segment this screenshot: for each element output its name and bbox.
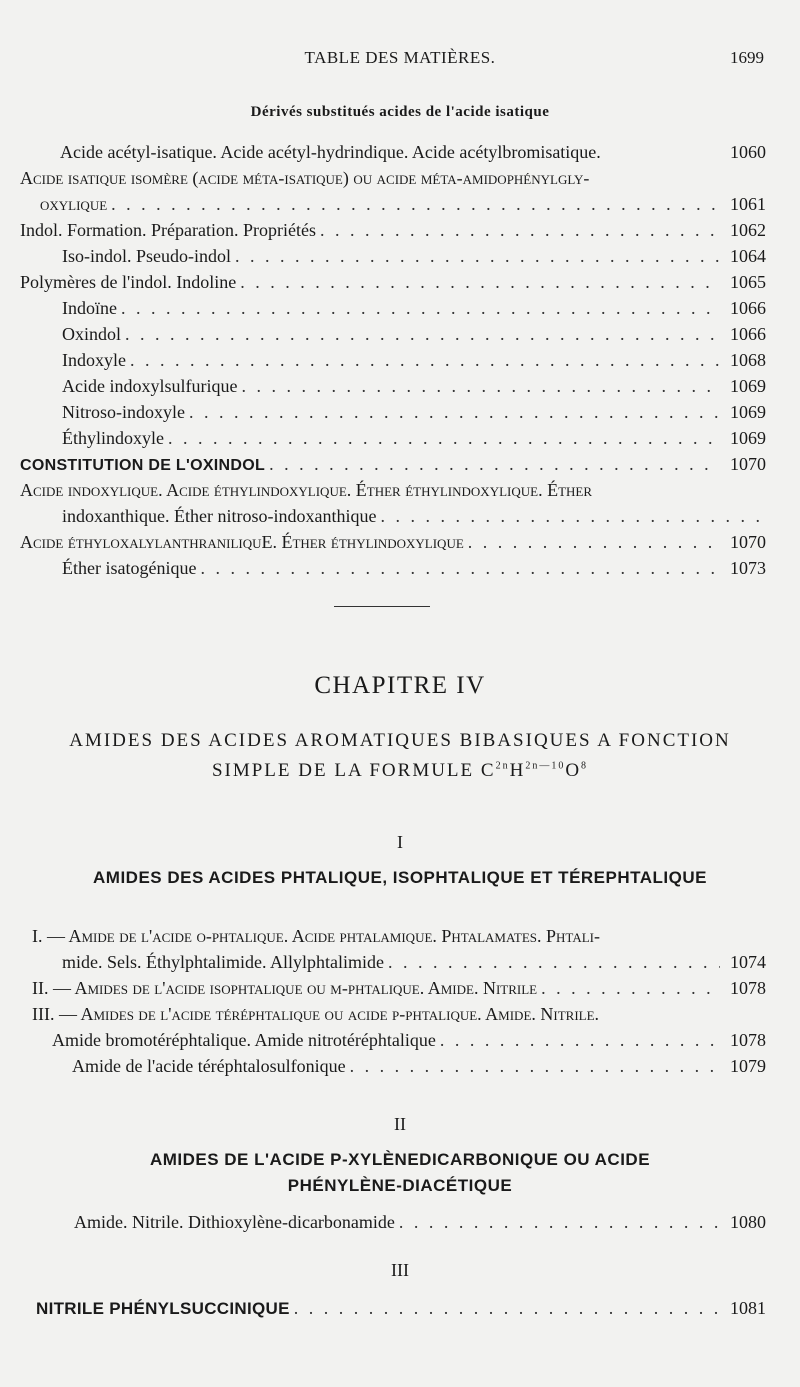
- toc-entry-page: 1066: [730, 298, 766, 318]
- toc-entry: [52, 1030, 766, 1054]
- toc-entry: [62, 246, 766, 270]
- header-title: TABLE DES MATIÈRES.: [304, 48, 496, 67]
- toc-entry-text: Polymères de l'indol. Indoline: [20, 272, 237, 292]
- toc-entry-text: Acide indoxylsulfurique: [62, 376, 238, 396]
- running-header: [0, 48, 800, 74]
- toc-entry-page: 1080: [730, 1212, 766, 1232]
- toc-entry-text: Oxindol: [62, 324, 122, 344]
- toc-entry-text: Acide acétyl-isatique. Acide acétyl-hydrindique. Acide acétylbromisatique.: [60, 142, 601, 162]
- toc-entry-text: Acide indoxylique. Acide éthylindoxylique. Éther éthylindoxylique. Éther: [20, 480, 593, 500]
- toc-entry: [62, 298, 766, 322]
- toc-entry: [20, 480, 766, 504]
- toc-entry-text: II. — Amides de l'acide isophtalique ou m-phtalique. Amide. Nitrile: [32, 978, 538, 998]
- toc-entry-text: Éther isatogénique: [62, 558, 197, 578]
- divider-rule: [334, 606, 430, 607]
- chapter-subtitle-line2: [0, 760, 800, 782]
- page-number: 1699: [730, 48, 764, 67]
- toc-entry: [62, 350, 766, 374]
- toc-entry-page: 1060: [730, 142, 766, 162]
- formula-sup: 8: [581, 760, 589, 772]
- toc-entry: [62, 428, 766, 452]
- toc-entry: [72, 1056, 766, 1080]
- toc-entry-page: 1069: [730, 402, 766, 422]
- chapter-title: CHAPITRE IV: [314, 672, 486, 699]
- toc-entry-page: 1066: [730, 324, 766, 344]
- toc-entry-page: 1073: [730, 558, 766, 578]
- part-numeral: II: [394, 1114, 406, 1134]
- formula-text: H: [509, 760, 526, 781]
- toc-entry: [40, 194, 766, 218]
- toc-entry: [20, 220, 766, 244]
- formula-text: O: [565, 760, 582, 781]
- toc-entry: [62, 402, 766, 426]
- toc-entry-text: Nitroso-indoxyle: [62, 402, 185, 422]
- toc-entry-text: mide. Sels. Éthylphtalimide. Allylphtalimide: [62, 952, 384, 972]
- part-numeral: III: [391, 1260, 409, 1280]
- toc-entry-text: Acide isatique isomère (acide méta-isatique) ou acide méta-amidophénylgly-: [20, 168, 590, 188]
- toc-entry-page: 1065: [730, 272, 766, 292]
- toc-entry-text: Indoxyle: [62, 350, 126, 370]
- toc-entry-text: oxylique: [40, 194, 108, 214]
- toc-entry: [62, 952, 766, 976]
- toc-entry-text: Amide bromotéréphtalique. Amide nitrotéréphtalique: [52, 1030, 436, 1050]
- toc-entry-page: 1064: [730, 246, 766, 266]
- part-numeral: I: [397, 832, 403, 852]
- toc-entry-page: 1069: [730, 428, 766, 448]
- toc-entry-text: III. — Amides de l'acide téréphtalique ou acide p-phtalique. Amide. Nitrile.: [32, 1004, 600, 1024]
- toc-entry-page: 1070: [730, 532, 766, 552]
- toc-entry-page: 1068: [730, 350, 766, 370]
- toc-entry: [20, 532, 766, 556]
- toc-entry-page: 1079: [730, 1056, 766, 1076]
- chapter-subtitle-line1: AMIDES DES ACIDES AROMATIQUES BIBASIQUES A FONCTION: [69, 730, 731, 751]
- toc-entry: [62, 558, 766, 582]
- toc-entry: [62, 324, 766, 348]
- toc-entry: [36, 1298, 766, 1322]
- toc-entry-page: 1081: [730, 1298, 766, 1318]
- toc-entry: [32, 1004, 766, 1028]
- toc-entry-text: Amide. Nitrile. Dithioxylène-dicarbonamide: [74, 1212, 395, 1232]
- toc-entry-page: 1061: [730, 194, 766, 214]
- part-heading: AMIDES DES ACIDES PHTALIQUE, ISOPHTALIQUE ET TÉREPHTALIQUE: [93, 868, 707, 887]
- formula-sup: 2n: [495, 760, 510, 772]
- toc-entry-page: 1062: [730, 220, 766, 240]
- formula-sup: 2n—10: [525, 760, 566, 772]
- formula-text: SIMPLE DE LA FORMULE C: [211, 760, 496, 781]
- toc-entry: [62, 506, 766, 530]
- section-heading: Dérivés substitués acides de l'acide isatique: [250, 104, 550, 120]
- toc-entry-text: Indoïne: [62, 298, 117, 318]
- toc-entry: [32, 978, 766, 1002]
- toc-entry: [20, 454, 766, 478]
- toc-entry: [20, 272, 766, 296]
- toc-entry-text: indoxanthique. Éther nitroso-indoxanthique: [62, 506, 377, 526]
- toc-entry-text: I. — Amide de l'acide o-phtalique. Acide phtalamique. Phtalamates. Phtali-: [32, 926, 600, 946]
- toc-entry-text: NITRILE PHÉNYLSUCCINIQUE: [36, 1299, 290, 1318]
- part-heading: PHÉNYLÈNE-DIACÉTIQUE: [287, 1176, 513, 1195]
- toc-entry-page: 1069: [730, 376, 766, 396]
- toc-entry: [74, 1212, 766, 1236]
- toc-entry-text: Iso-indol. Pseudo-indol: [62, 246, 231, 266]
- toc-entry-page: 1074: [730, 952, 766, 972]
- toc-entry-page: 1070: [730, 454, 766, 474]
- toc-entry-page: 1078: [730, 1030, 766, 1050]
- toc-entry-text: CONSTITUTION DE L'OXINDOL: [20, 457, 266, 474]
- toc-entry: [60, 142, 766, 166]
- toc-entry: [62, 376, 766, 400]
- toc-entry: [32, 926, 766, 950]
- toc-entry-text: Éthylindoxyle: [62, 428, 164, 448]
- toc-entry-text: Acide éthyloxalylanthraniliquE. Éther éthylindoxylique: [20, 532, 464, 552]
- toc-entry-text: Amide de l'acide téréphtalosulfonique: [72, 1056, 346, 1076]
- toc-entry: [20, 168, 766, 192]
- toc-entry-page: 1078: [730, 978, 766, 998]
- part-heading: AMIDES DE L'ACIDE P-XYLÈNEDICARBONIQUE OU ACIDE: [149, 1150, 651, 1169]
- toc-entry-text: Indol. Formation. Préparation. Propriétés: [20, 220, 316, 240]
